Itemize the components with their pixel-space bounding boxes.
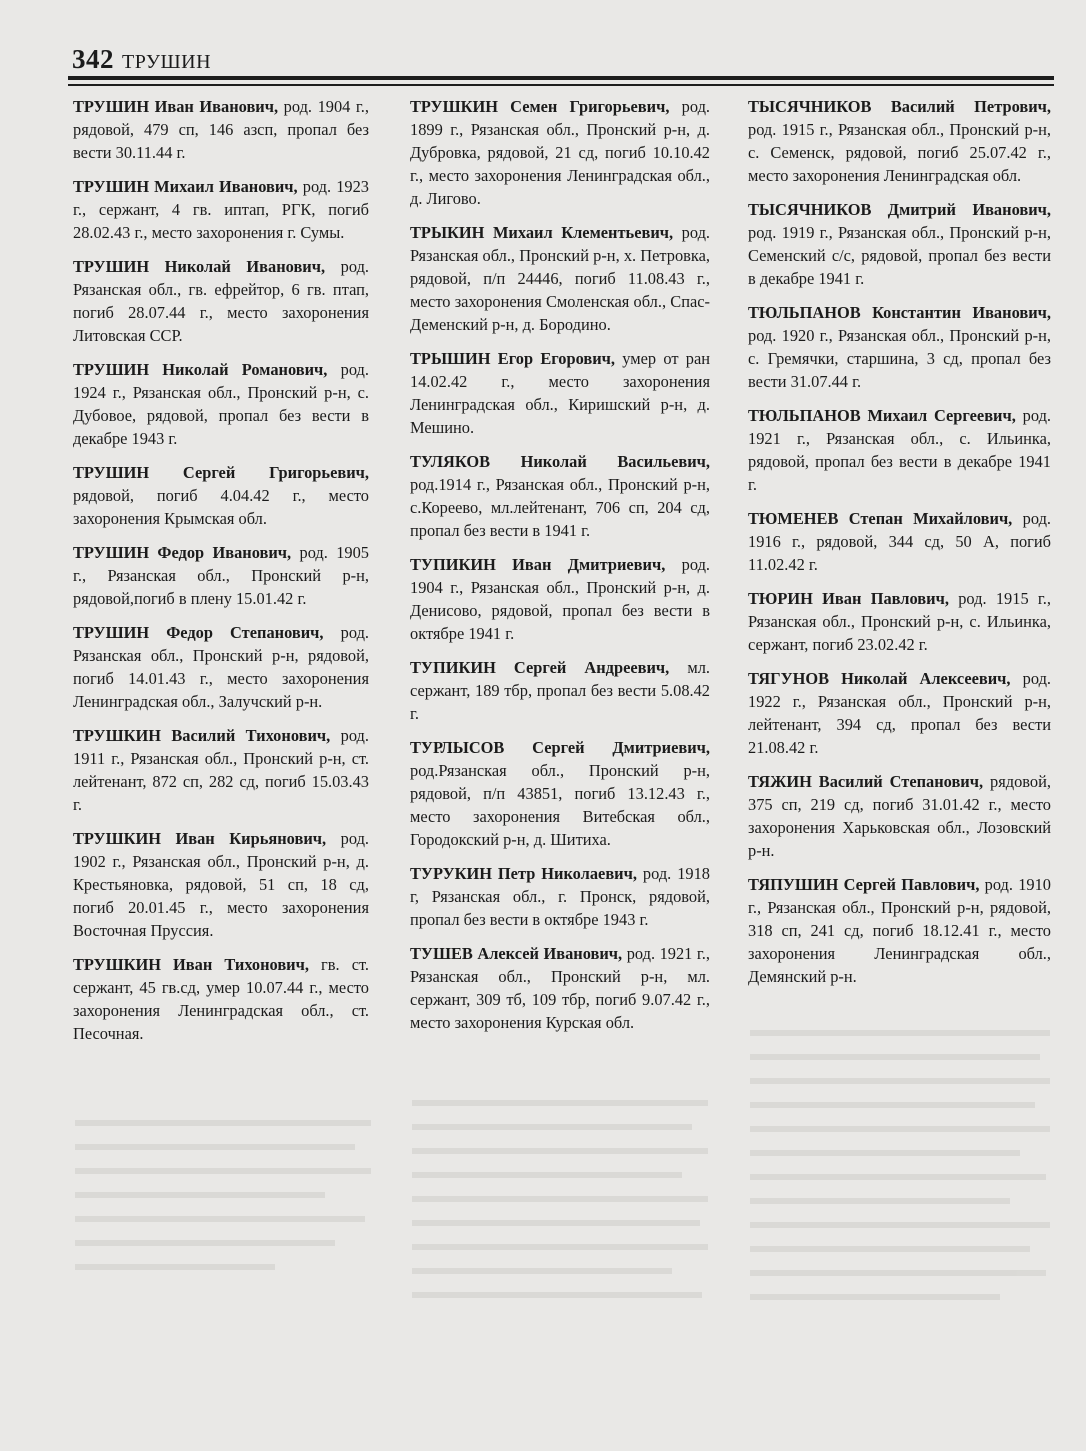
entry bbox=[410, 221, 710, 336]
entry-name: ТЯПУШИН Сергей Павлович, bbox=[748, 875, 980, 894]
entry-name: ТРУШКИН Иван Кирьянович, bbox=[73, 829, 327, 848]
header-rule-thin bbox=[68, 84, 1054, 86]
entry bbox=[748, 770, 1051, 862]
entry bbox=[410, 656, 710, 725]
entry-text: род. 1924 г., Рязанская обл., Пронский р-н, с. Дубовое, рядовой, пропал без вести в декабре 1943 г. bbox=[73, 360, 369, 448]
entry-text: род. 1919 г., Рязанская обл., Пронский р-н, Семенский с/с, рядовой, пропал без вести в декабре 1941 г. bbox=[748, 223, 1051, 288]
running-head: ТРУШИН bbox=[122, 51, 212, 73]
entry bbox=[748, 667, 1051, 759]
entry-text: род. 1922 г., Рязанская обл., Пронский р-н, лейтенант, 394 сд, пропал без вести 21.08.42 г. bbox=[748, 669, 1052, 757]
entry-text: род. Рязанская обл., Пронский р-н, рядовой, погиб 14.01.43 г., место захоронения Ленинградская обл., Залучский р-н. bbox=[73, 623, 369, 711]
entry bbox=[748, 873, 1051, 988]
entry bbox=[748, 507, 1051, 576]
entry-text: род. Рязанская обл., Пронский р-н, х. Петровка, рядовой, п/п 24446, погиб 11.08.43 г., место захоронения Смоленская обл., Спас-Деменский р-н, д. Бородино. bbox=[410, 223, 711, 334]
entry-text: гв. ст. сержант, 45 гв.сд, умер 10.07.44 г., место захоронения Ленинградская обл., ст. Песочная. bbox=[73, 955, 370, 1043]
entry-text: род. 1904 г., рядовой, 479 сп, 146 азсп, пропал без вести 30.11.44 г. bbox=[73, 97, 369, 162]
entry-text: род. 1920 г., Рязанская обл., Пронский р-н, с. Гремячки, старшина, 3 сд, пропал без вести 31.07.44 г. bbox=[748, 326, 1051, 391]
entry-name: ТРЫШИН Егор Егорович, bbox=[410, 349, 616, 368]
entry bbox=[73, 621, 369, 713]
entry bbox=[410, 347, 710, 439]
entry-name: ТРУШКИН Иван Тихонович, bbox=[73, 955, 309, 974]
entry-name: ТРУШИН Федор Иванович, bbox=[73, 543, 292, 562]
entry-name: ТУРУКИН Петр Николаевич, bbox=[410, 864, 637, 883]
entry bbox=[748, 587, 1051, 656]
entry-name: ТРУШКИН Василий Тихонович, bbox=[73, 726, 331, 745]
entry-name: ТРУШКИН Семен Григорьевич, bbox=[410, 97, 670, 116]
entry bbox=[410, 553, 710, 645]
entry-text: род. 1915 г., Рязанская обл., Пронский р-н, с. Ильинка, сержант, погиб 23.02.42 г. bbox=[748, 589, 1051, 654]
entry-name: ТЮЛЬПАНОВ Михаил Сергеевич, bbox=[748, 406, 1016, 425]
entry-text: умер от ран 14.02.42 г., место захоронения Ленинградская обл., Киришский р-н, д. Мешино. bbox=[410, 349, 710, 437]
entry-text: род. 1918 г, Рязанская обл., г. Пронск, рядовой, пропал без вести в октябре 1943 г. bbox=[410, 864, 710, 929]
entry bbox=[73, 827, 369, 942]
entry bbox=[410, 942, 710, 1034]
entry-name: ТЮЛЬПАНОВ Константин Иванович, bbox=[748, 303, 1051, 322]
entry-name: ТУШЕВ Алексей Иванович, bbox=[410, 944, 623, 963]
entry-name: ТЯГУНОВ Николай Алексеевич, bbox=[748, 669, 1011, 688]
entry-text: род. 1904 г., Рязанская обл., Пронский р-н, д. Денисово, рядовой, пропал без вести в октябре 1941 г. bbox=[410, 555, 710, 643]
entry-text: род. 1905 г., Рязанская обл., Пронский р-н, рядовой,погиб в плену 15.01.42 г. bbox=[73, 543, 369, 608]
entry bbox=[410, 95, 710, 210]
entry-name: ТУЛЯКОВ Николай Васильевич, bbox=[410, 452, 710, 471]
entry-name: ТРУШИН Николай Романович, bbox=[73, 360, 328, 379]
entry bbox=[73, 255, 369, 347]
entry-name: ТРЫКИН Михаил Клементьевич, bbox=[410, 223, 674, 242]
entry-text: род. 1921 г., Рязанская обл., Пронский р-н, мл. сержант, 309 тб, 109 тбр, погиб 9.07.42 г., место захоронения Курская обл. bbox=[410, 944, 710, 1032]
entry-text: мл. сержант, 189 тбр, пропал без вести 5.08.42 г. bbox=[410, 658, 710, 723]
entry-name: ТРУШИН Сергей Григорьевич, bbox=[73, 463, 369, 482]
entry bbox=[73, 461, 369, 530]
entry-name: ТЮРИН Иван Павлович, bbox=[748, 589, 949, 608]
entry bbox=[73, 724, 369, 816]
entry-text: рядовой, 375 сп, 219 сд, погиб 31.01.42 г., место захоронения Харьковская обл., Лозовский р-н. bbox=[748, 772, 1052, 860]
entry-text: род. 1902 г., Рязанская обл., Пронский р-н, д. Крестьяновка, рядовой, 51 сп, 18 сд, погиб 20.01.45 г., место захоронения Восточная Пруссия. bbox=[73, 829, 369, 940]
entry-name: ТЮМЕНЕВ Степан Михайлович, bbox=[748, 509, 1013, 528]
entry-name: ТЫСЯЧНИКОВ Василий Петрович, bbox=[748, 97, 1051, 116]
column-1 bbox=[73, 95, 369, 1056]
entry bbox=[73, 953, 369, 1045]
entry-name: ТУПИКИН Иван Дмитриевич, bbox=[410, 555, 666, 574]
entry bbox=[748, 198, 1051, 290]
header-rule-thick bbox=[68, 76, 1054, 80]
page-number: 342 bbox=[72, 44, 114, 74]
entry bbox=[73, 541, 369, 610]
entry bbox=[748, 301, 1051, 393]
entry-text: род. 1911 г., Рязанская обл., Пронский р-н, ст. лейтенант, 872 сп, 282 сд, погиб 15.03.43 г. bbox=[73, 726, 369, 814]
entry-text: рядовой, погиб 4.04.42 г., место захоронения Крымская обл. bbox=[73, 486, 369, 528]
entry-name: ТЫСЯЧНИКОВ Дмитрий Иванович, bbox=[748, 200, 1051, 219]
entry-name: ТЯЖИН Василий Степанович, bbox=[748, 772, 984, 791]
entry bbox=[410, 736, 710, 851]
entry-text: род.Рязанская обл., Пронский р-н, рядовой, п/п 43851, погиб 13.12.43 г., место захоронения Витебская обл., Городокский р-н, д. Шитиха. bbox=[410, 761, 710, 849]
column-3 bbox=[748, 95, 1051, 999]
entry-name: ТРУШИН Николай Иванович, bbox=[73, 257, 326, 276]
entry-name: ТРУШИН Михаил Иванович, bbox=[73, 177, 298, 196]
entry bbox=[73, 95, 369, 164]
entry bbox=[410, 450, 710, 542]
column-2 bbox=[410, 95, 710, 1045]
entry-text: род. 1921 г., Рязанская обл., с. Ильинка, рядовой, пропал без вести в декабре 1941 г. bbox=[748, 406, 1052, 494]
entry bbox=[748, 404, 1051, 496]
entry-text: род. 1916 г., рядовой, 344 сд, 50 А, погиб 11.02.42 г. bbox=[748, 509, 1051, 574]
entry bbox=[73, 175, 369, 244]
entry-text: род. 1910 г., Рязанская обл., Пронский р-н, рядовой, 318 сп, 241 сд, погиб 18.12.41 г., место захоронения Ленинградская обл., Демянский р-н. bbox=[748, 875, 1051, 986]
entry-name: ТРУШИН Иван Иванович, bbox=[73, 97, 279, 116]
entry-name: ТРУШИН Федор Степанович, bbox=[73, 623, 324, 642]
entry-text: род.1914 г., Рязанская обл., Пронский р-н, с.Кореево, мл.лейтенант, 706 сп, 204 сд, пропал без вести в 1941 г. bbox=[410, 475, 710, 540]
entry-text: род. Рязанская обл., гв. ефрейтор, 6 гв. птап, погиб 28.07.44 г., место захоронения Литовская ССР. bbox=[73, 257, 370, 345]
entry-name: ТУПИКИН Сергей Андреевич, bbox=[410, 658, 670, 677]
entry-name: ТУРЛЫСОВ Сергей Дмитриевич, bbox=[410, 738, 710, 757]
entry-text: род. 1915 г., Рязанская обл., Пронский р-н, с. Семенск, рядовой, погиб 25.07.42 г., место захоронения Ленинградская обл. bbox=[748, 120, 1051, 185]
entry bbox=[73, 358, 369, 450]
entry bbox=[748, 95, 1051, 187]
entry bbox=[410, 862, 710, 931]
entry-text: род. 1923 г., сержант, 4 гв. иптап, РГК, погиб 28.02.43 г., место захоронения г. Сумы. bbox=[73, 177, 369, 242]
entry-text: род. 1899 г., Рязанская обл., Пронский р-н, д. Дубровка, рядовой, 21 сд, погиб 10.10.42 г., место захоронения Ленинградская обл., д. Лигово. bbox=[410, 97, 710, 208]
